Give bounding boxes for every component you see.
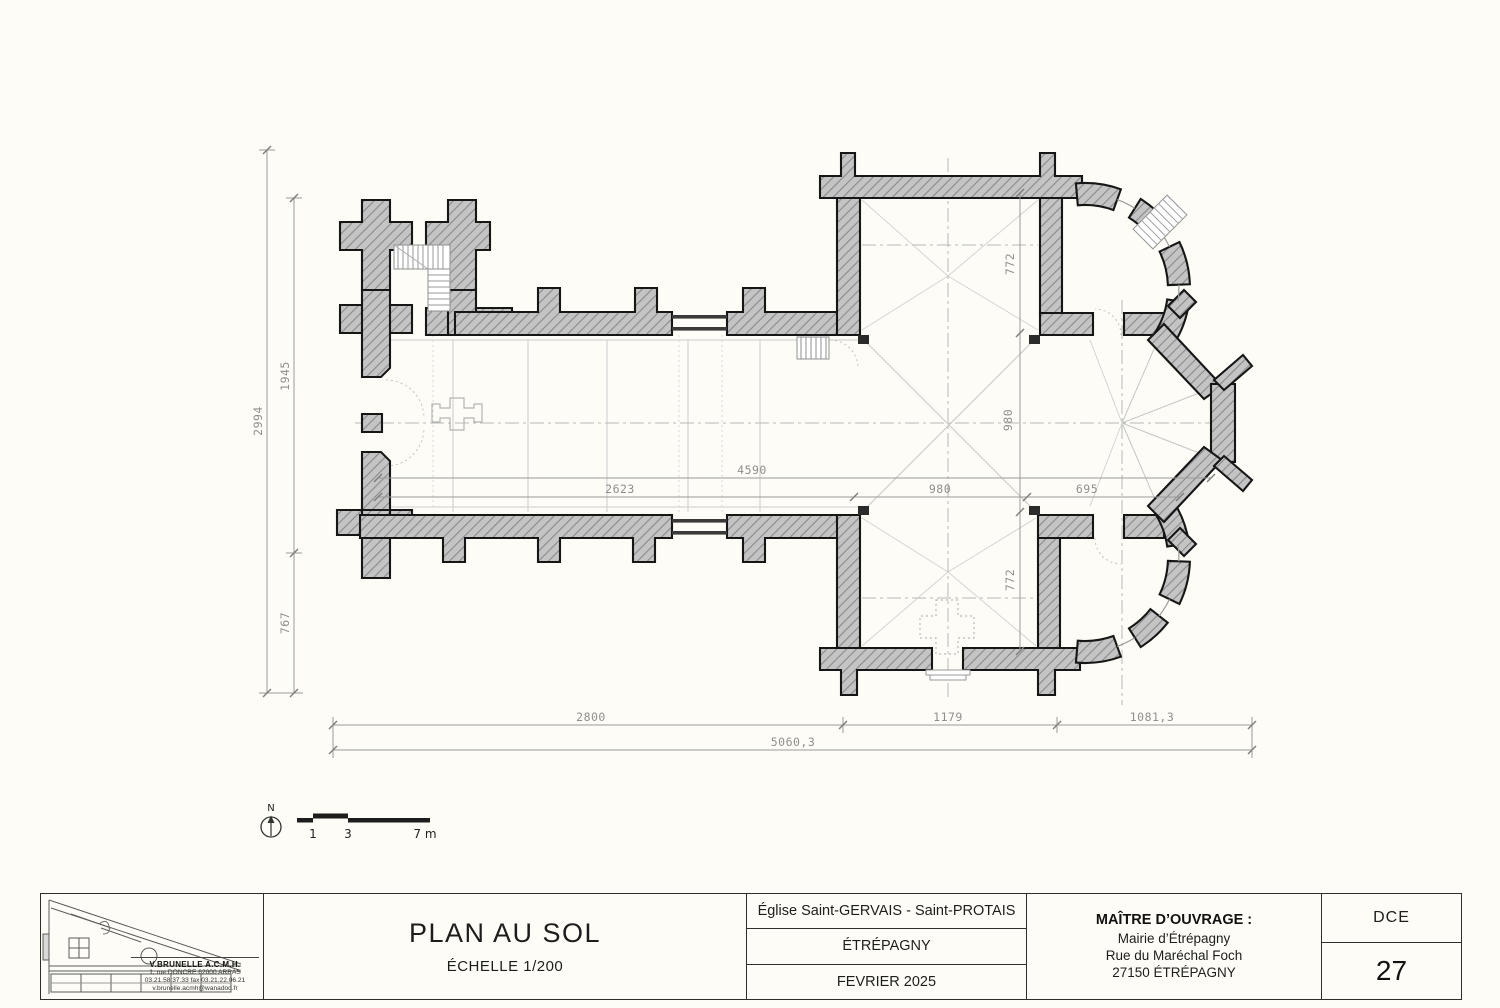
dim-left-lower: 767 (278, 611, 292, 635)
drawing-title-cell (263, 894, 746, 999)
crossing-stair (797, 337, 858, 368)
title-block (40, 893, 1462, 1000)
north-choir-wall-a (1040, 313, 1093, 335)
drawing-title: PLAN AU SOL (408, 918, 602, 948)
architect-cell (41, 894, 263, 999)
owner-heading: MAÎTRE D’OUVRAGE : (1095, 912, 1253, 928)
north-chapel-seg3 (1160, 242, 1190, 285)
project-cell (746, 894, 1026, 999)
owner-line-1: Mairie d’Étrépagny (1117, 931, 1231, 946)
apse-se-wall (1148, 447, 1222, 522)
west-door-trumeau (362, 414, 382, 432)
apse-east-wall (1211, 384, 1235, 462)
owner-cell (1026, 894, 1321, 999)
project-name: Église Saint-GERVAIS - Saint-PROTAIS (747, 894, 1026, 929)
north-chapel-seg1 (1076, 183, 1121, 210)
dim-inner-crossing: 980 (928, 482, 952, 496)
south-door-steps (926, 670, 970, 680)
west-wall-lower (362, 452, 390, 512)
project-date: FEVRIER 2025 (836, 973, 937, 990)
drawing-scale: ÉCHELLE 1/200 (446, 958, 564, 975)
nave-north-wall-west (455, 288, 672, 335)
sheet-number: 27 (1375, 955, 1408, 986)
north-label: N (267, 803, 275, 814)
nave-thin-wall-sections (672, 315, 727, 535)
north-arrow (261, 803, 281, 837)
south-transept-bottom-right (963, 648, 1080, 695)
dim-inner-total: 4590 (737, 463, 767, 477)
owner-line-2: Rue du Maréchal Foch (1105, 948, 1243, 963)
project-city: ÉTRÉPAGNY (747, 929, 1026, 964)
south-chapel-seg2 (1129, 609, 1168, 647)
dim-v-bottom: 772 (1003, 568, 1017, 592)
scale-tick-7m: 7 m (413, 827, 437, 841)
architect-name: V.BRUNELLE A.C.M.H. (149, 960, 241, 969)
south-transept-east-wall (1038, 538, 1060, 648)
south-transept-bottom-left (820, 648, 932, 695)
scale-tick-3: 3 (344, 827, 352, 841)
south-chapel-seg3 (1160, 561, 1190, 604)
south-chapel-seg1 (1076, 636, 1121, 663)
architect-phone: 03.21.58.37.33 fax 03.21.22.06.21 (144, 977, 246, 984)
south-transept-font (920, 600, 974, 654)
dim-v-top: 772 (1003, 252, 1017, 276)
dim-bottom-nave: 2800 (576, 710, 606, 724)
dim-inner-choir: 695 (1075, 482, 1099, 496)
scale-tick-1: 1 (309, 827, 317, 841)
document-cell (1321, 894, 1461, 999)
south-choir-wall-a (1038, 515, 1093, 538)
scale-bar (297, 814, 437, 842)
architect-email: v.brunelle.acmh@wanadoo.fr (152, 985, 238, 992)
north-transept-east-wall (1040, 198, 1062, 313)
doc-phase: DCE (1322, 894, 1461, 943)
nave-south-wall-west (360, 515, 672, 562)
dim-inner-nave: 2623 (605, 482, 635, 496)
south-transept-west-wall (837, 515, 860, 648)
owner-line-3: 27150 ÉTRÉPAGNY (1112, 965, 1236, 980)
architect-info (131, 957, 259, 993)
church-walls (337, 153, 1252, 695)
dim-left-upper: 1945 (278, 361, 292, 391)
dim-bottom-total: 5060,3 (770, 735, 816, 749)
dim-left-total: 2994 (251, 406, 265, 436)
dim-bottom-transept: 1179 (933, 710, 963, 724)
west-bay-pier-profile (432, 398, 482, 430)
north-transept-top-wall (820, 153, 1082, 198)
west-wall-upper (362, 290, 390, 377)
dim-v-mid: 980 (1001, 408, 1015, 432)
architect-address: 1, rue DONCRE 62000 ARRAS (149, 969, 241, 976)
north-transept-west-wall (837, 198, 860, 335)
dim-bottom-chevet: 1081,3 (1129, 710, 1175, 724)
tower-staircase (394, 245, 450, 311)
